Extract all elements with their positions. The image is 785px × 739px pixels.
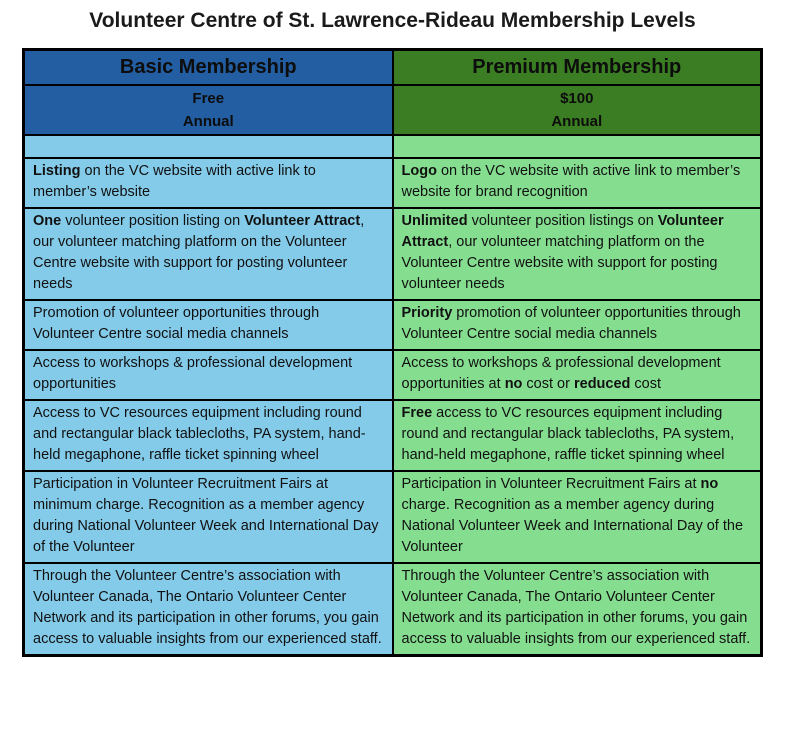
basic-feature-cell: One volunteer position listing on Volunteer Attract, our volunteer matching platform on the Volunteer Centre website with support for posting volunteer needs [24, 208, 393, 300]
basic-feature-cell: Access to workshops & professional development opportunities [24, 350, 393, 400]
premium-feature-cell: Through the Volunteer Centre’s association with Volunteer Canada, The Ontario Volunteer Center Network and its participation in other forums, you gain access to valuable insights from our experienced staff. [393, 563, 762, 656]
premium-period: Annual [551, 112, 603, 130]
premium-feature-cell: Unlimited volunteer position listings on Volunteer Attract, our volunteer matching platform on the Volunteer Centre website with support for posting volunteer needs [393, 208, 762, 300]
membership-comparison-table [22, 48, 763, 657]
basic-feature-cell [24, 135, 393, 158]
premium-membership-header: Premium Membership [393, 50, 762, 85]
premium-price-cell [393, 85, 762, 135]
feature-rows [24, 135, 762, 656]
feature-row [24, 350, 762, 400]
basic-feature-cell: Promotion of volunteer opportunities through Volunteer Centre social media channels [24, 300, 393, 350]
basic-period: Annual [182, 112, 234, 130]
premium-feature-cell: Priority promotion of volunteer opportunities through Volunteer Centre social media channels [393, 300, 762, 350]
feature-row [24, 471, 762, 563]
basic-feature-cell: Participation in Volunteer Recruitment Fairs at minimum charge. Recognition as a member agency during National Volunteer Week and International Day of the Volunteer [24, 471, 393, 563]
price-row [24, 85, 762, 135]
feature-row [24, 158, 762, 208]
premium-feature-cell: Access to workshops & professional development opportunities at no cost or reduced cost [393, 350, 762, 400]
feature-row [24, 300, 762, 350]
page-title: Volunteer Centre of St. Lawrence-Rideau Membership Levels [89, 9, 696, 32]
basic-feature-cell: Through the Volunteer Centre’s association with Volunteer Canada, The Ontario Volunteer Center Network and its participation in other forums, you gain access to valuable insights from our experienced staff. [24, 563, 393, 656]
basic-price: Free [192, 89, 225, 107]
column-header-row [24, 50, 762, 85]
premium-feature-cell [393, 135, 762, 158]
basic-membership-header: Basic Membership [24, 50, 393, 85]
feature-row [24, 563, 762, 656]
premium-feature-cell: Participation in Volunteer Recruitment Fairs at no charge. Recognition as a member agency during National Volunteer Week and International Day of the Volunteer [393, 471, 762, 563]
premium-feature-cell: Logo on the VC website with active link to member’s website for brand recognition [393, 158, 762, 208]
basic-price-cell [24, 85, 393, 135]
premium-price: $100 [560, 89, 594, 107]
basic-feature-cell: Access to VC resources equipment including round and rectangular black tablecloths, PA system, hand-held megaphone, raffle ticket spinning wheel [24, 400, 393, 471]
spacer-row [24, 135, 762, 158]
premium-feature-cell: Free access to VC resources equipment including round and rectangular black tablecloths, PA system, hand-held megaphone, raffle ticket spinning wheel [393, 400, 762, 471]
feature-row [24, 400, 762, 471]
feature-row [24, 208, 762, 300]
basic-feature-cell: Listing on the VC website with active link to member’s website [24, 158, 393, 208]
